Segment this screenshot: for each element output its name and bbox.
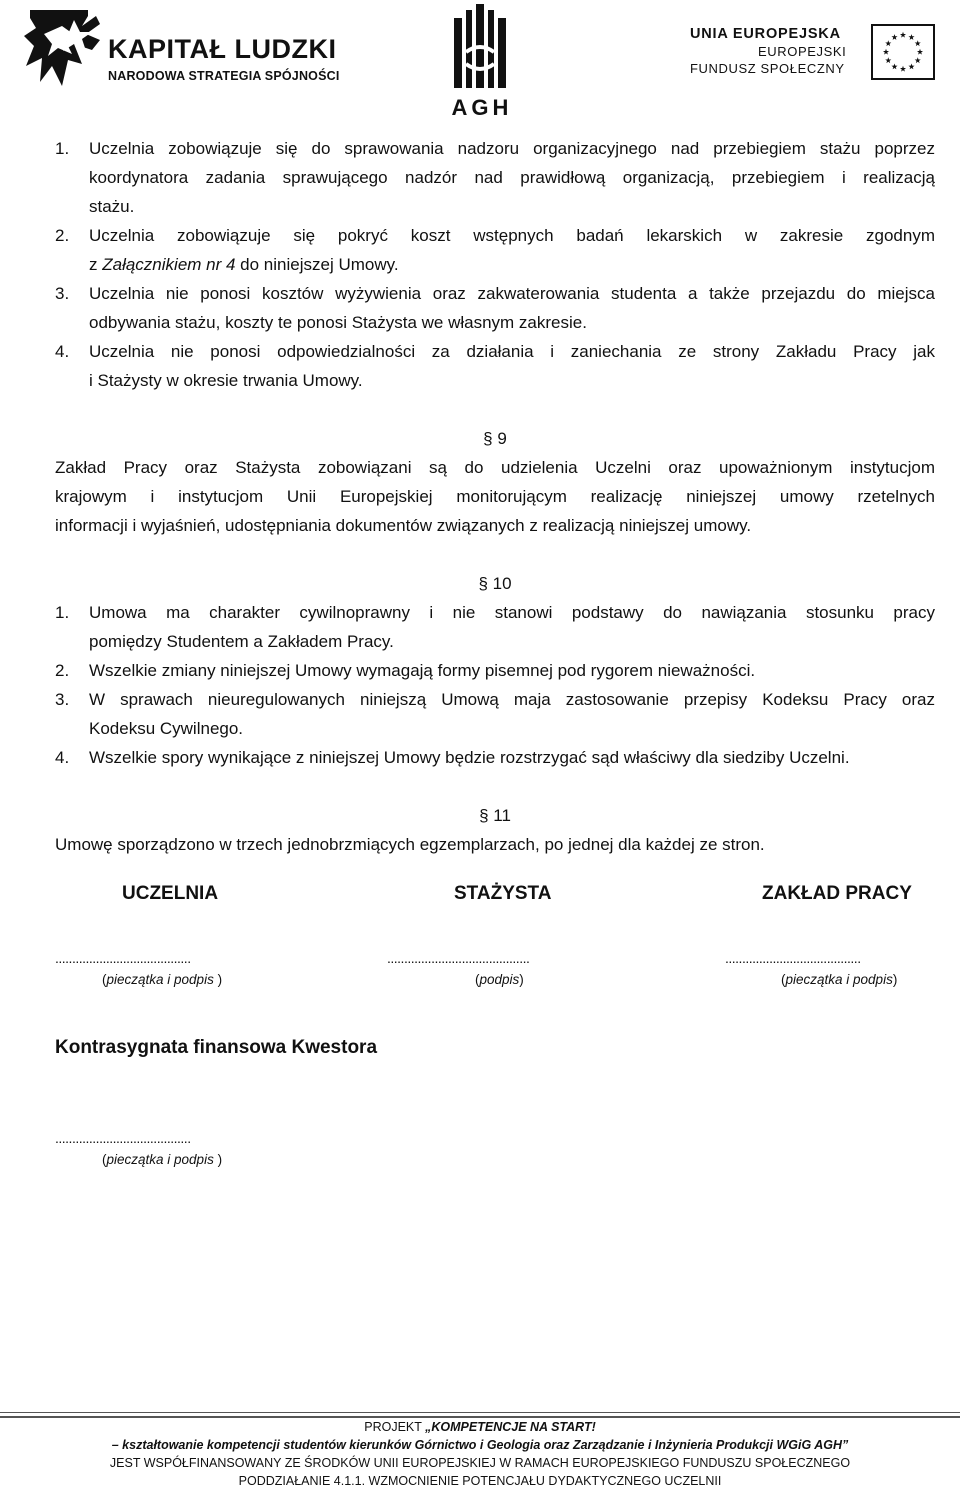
list-number: 1.: [55, 603, 70, 622]
eu-flag-icon: [871, 24, 935, 80]
footer-funding-line: JEST WSPÓŁFINANSOWANY ZE ŚRODKÓW UNII EUROPEJSKIEJ W RAMACH EUROPEJSKIEGO FUNDUSZU SPOŁECZNEGO: [109, 1456, 851, 1470]
attachment-reference: Załącznikiem nr 4: [102, 255, 236, 274]
footer-divider: [0, 1416, 960, 1418]
list-item-text: W sprawach nieuregulowanych niniejszą Umową maja zastosowanie przepisy Kodeksu Pracy oraz: [89, 690, 935, 709]
list-item-text: Uczelnia nie ponosi odpowiedzialności za działania i zaniechania ze strony Zakładu Pracy jak: [89, 342, 935, 361]
list-item-text: Kodeksu Cywilnego.: [89, 719, 244, 738]
eu-logo-line3: FUNDUSZ SPOŁECZNY: [690, 61, 845, 76]
footer-project-subtitle: – kształtowanie kompetencji studentów kierunków Górnictwo i Geologia oraz Zarządzanie i Inżynieria Produkcji WGiG AGH”: [111, 1438, 849, 1452]
signature-line: ........................................: [55, 1130, 191, 1146]
list-number: 2.: [55, 226, 70, 245]
kwestor-heading: Kontrasygnata finansowa Kwestora: [55, 1037, 378, 1058]
list-number: 3.: [55, 690, 70, 709]
eu-logo: [690, 24, 940, 84]
paragraph-line: informacji i wyjaśnień, udostępniania dokumentów związanych z realizacją niniejszej umowy.: [55, 516, 752, 535]
list-item-text: Wszelkie spory wynikające z niniejszej Umowy będzie rozstrzygać sąd właściwy dla siedziby Uczelni.: [89, 748, 850, 767]
list-item-text: Uczelnia nie ponosi kosztów wyżywienia oraz zakwaterowania studenta a także przejazdu do miejsca: [89, 284, 935, 303]
list-number: 1.: [55, 139, 70, 158]
paragraph-line: Umowę sporządzono w trzech jednobrzmiących egzemplarzach, po jednej dla każdej ze stron.: [55, 835, 765, 854]
list-number: 3.: [55, 284, 70, 303]
list-number: 2.: [55, 661, 70, 680]
kapital-ludzki-emblem-icon: [22, 6, 102, 98]
section-10-heading: § 10: [478, 574, 512, 593]
signature-heading-uczelnia: UCZELNIA: [122, 883, 219, 904]
signature-line: ..........................................: [387, 950, 530, 966]
list-item-text: Uczelnia zobowiązuje się pokryć koszt wstępnych badań lekarskich w zakresie zgodnym: [89, 226, 935, 245]
signature-caption: (pieczątka i podpis ): [102, 972, 223, 987]
list-item-text: z Załącznikiem nr 4 do niniejszej Umowy.: [89, 255, 399, 274]
agh-emblem-icon: [440, 2, 520, 94]
kapital-ludzki-logo: [22, 6, 342, 98]
list-item-text: Umowa ma charakter cywilnoprawny i nie stanowi podstawy do nawiązania stosunku pracy: [89, 603, 935, 622]
kapital-ludzki-subtitle: NARODOWA STRATEGIA SPÓJNOŚCI: [108, 69, 340, 83]
signature-heading-zaklad-pracy: ZAKŁAD PRACY: [762, 883, 912, 904]
list-item-text: koordynatora zadania sprawującego nadzór nad prawidłową organizacją, przebiegiem i realizacją: [89, 168, 935, 187]
list-item-text: stażu.: [89, 197, 135, 216]
signature-caption: (pieczątka i podpis ): [102, 1152, 223, 1167]
eu-logo-line2: EUROPEJSKI: [758, 44, 847, 59]
signature-caption: (podpis): [475, 972, 524, 987]
agh-logo: [440, 2, 520, 120]
agh-text: AGH: [451, 95, 513, 120]
footer-subaction-line: PODDZIAŁANIE 4.1.1. WZMOCNIENIE POTENCJAŁU DYDAKTYCZNEGO UCZELNII: [238, 1474, 722, 1488]
section-9-heading: § 9: [483, 429, 507, 448]
paragraph-line: krajowym i instytucjom Unii Europejskiej monitorującym realizację niniejszej umowy rzetelnych: [55, 487, 935, 506]
list-item-text: Wszelkie zmiany niniejszej Umowy wymagają formy pisemnej pod rygorem nieważności.: [89, 661, 756, 680]
signature-line: ........................................: [55, 950, 191, 966]
signature-caption: (pieczątka i podpis): [781, 972, 898, 987]
list-item-text: odbywania stażu, koszty te ponosi Stażysta we własnym zakresie.: [89, 313, 587, 332]
list-number: 4.: [55, 748, 70, 767]
paragraph-line: Zakład Pracy oraz Stażysta zobowiązani są do udzielenia Uczelni oraz upoważnionym instytucjom: [55, 458, 935, 477]
signature-heading-stazysta: STAŻYSTA: [454, 883, 552, 904]
signature-line: ........................................: [725, 950, 861, 966]
footer-divider: [0, 1412, 960, 1413]
list-item-text: i Stażysty w okresie trwania Umowy.: [89, 371, 363, 390]
list-item-text: pomiędzy Studentem a Zakładem Pracy.: [89, 632, 394, 651]
section-11-heading: § 11: [479, 806, 511, 825]
list-number: 4.: [55, 342, 70, 361]
footer-project-line: PROJEKT „KOMPETENCJE NA START!: [364, 1420, 596, 1434]
list-item-text: Uczelnia zobowiązuje się do sprawowania nadzoru organizacyjnego nad przebiegiem stażu poprzez: [89, 139, 935, 158]
eu-logo-line1: UNIA EUROPEJSKA: [690, 26, 841, 42]
kapital-ludzki-title: KAPITAŁ LUDZKI: [108, 34, 337, 64]
